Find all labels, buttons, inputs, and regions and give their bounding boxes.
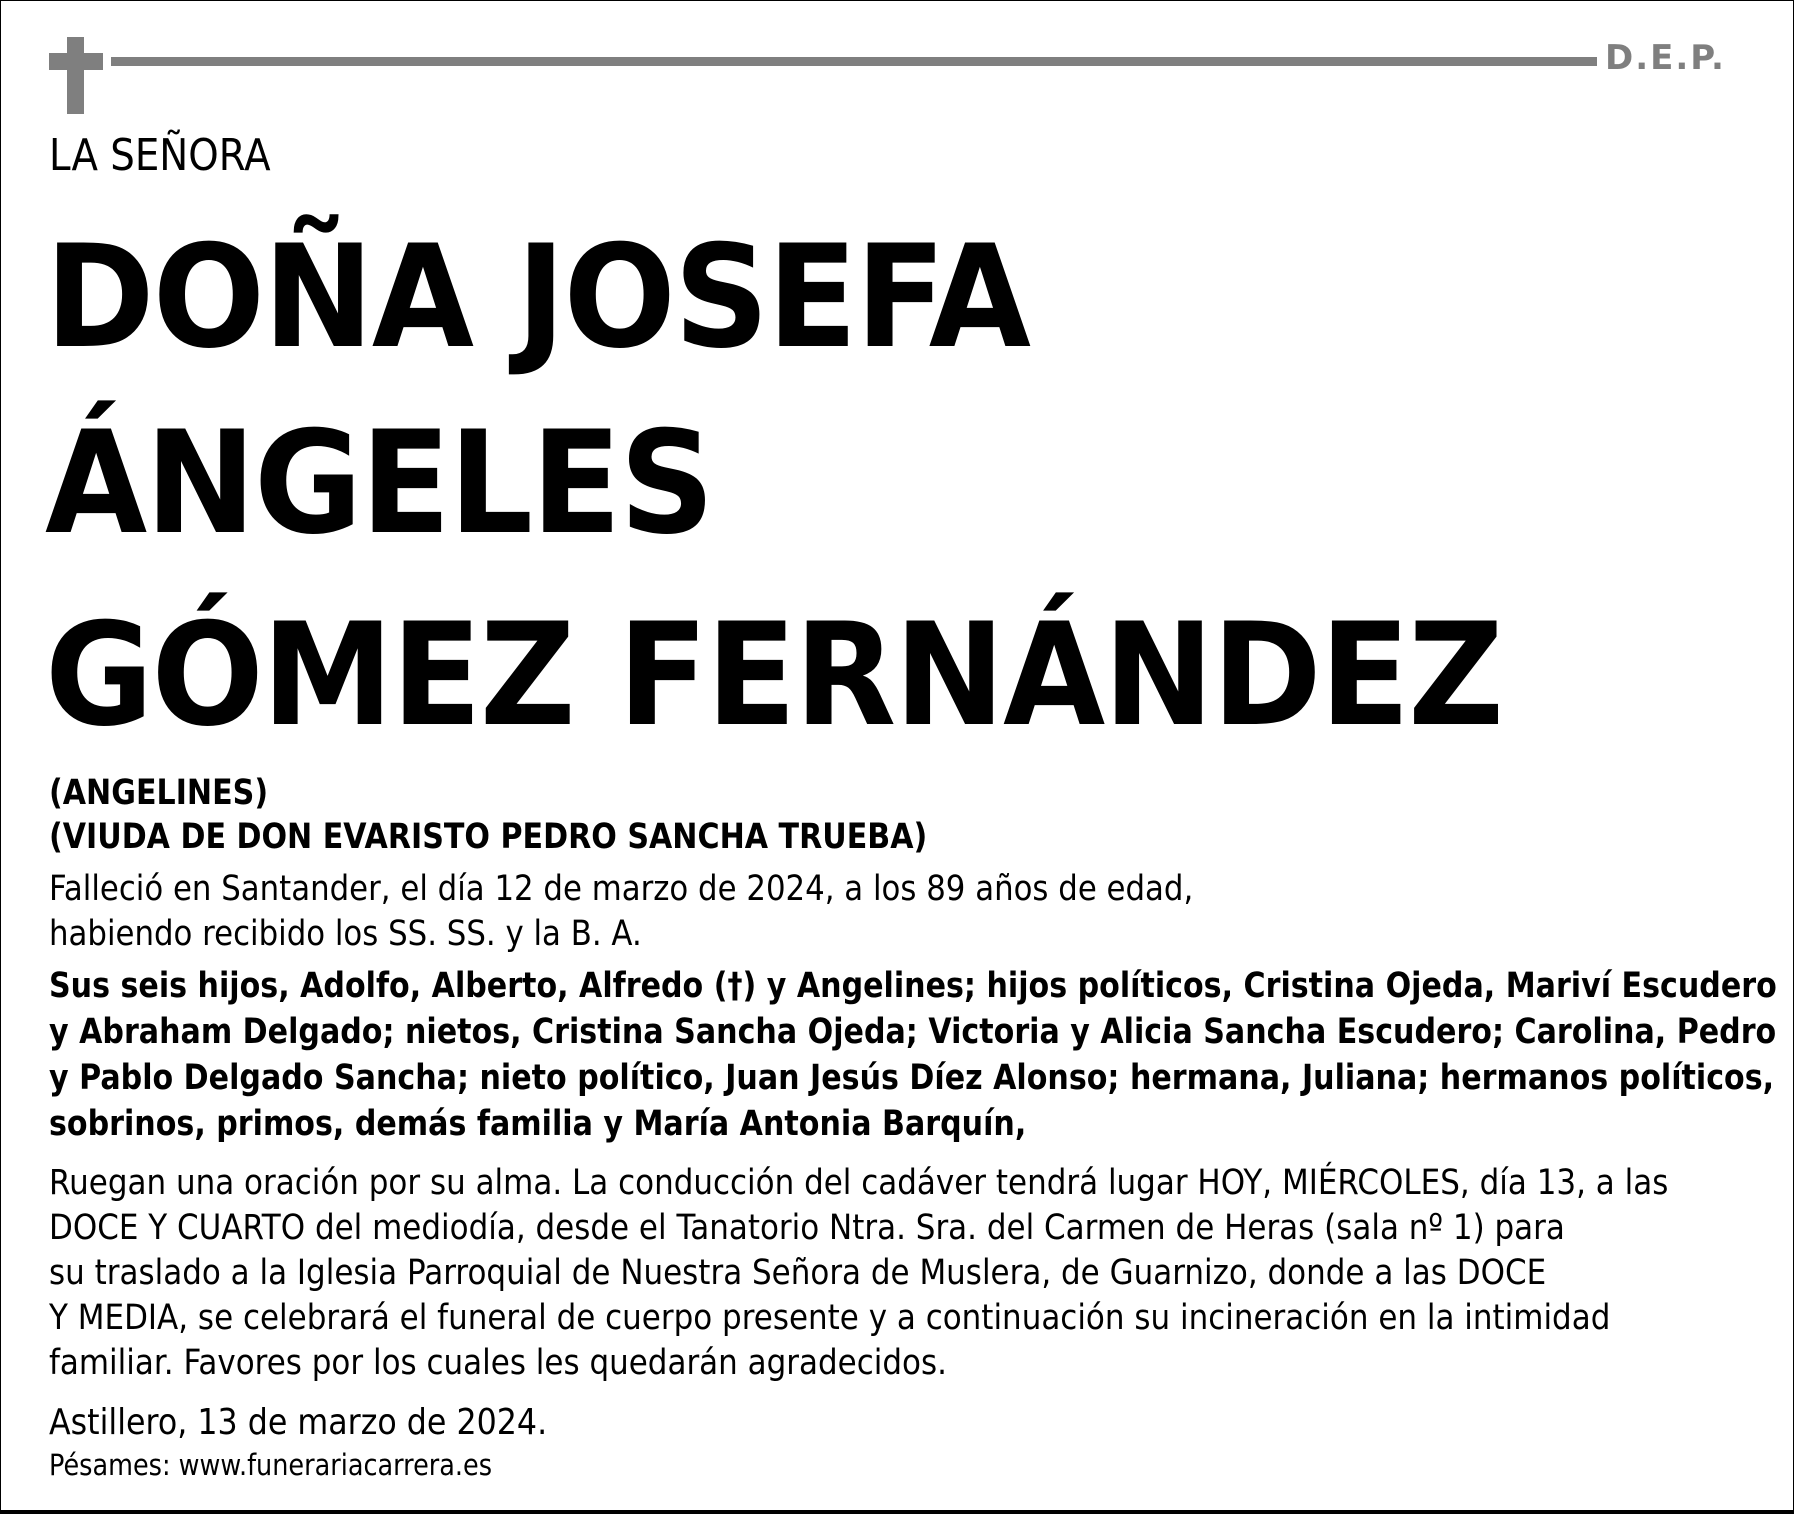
cross-icon [67, 37, 84, 114]
funeral-line: familiar. Favores por los cuales les quedarán agradecidos. [49, 1343, 947, 1383]
funeral-line: Y MEDIA, se celebrará el funeral de cuerpo presente y a continuación su incineración en la intimidad [49, 1298, 1611, 1338]
cross-icon-bar [49, 53, 103, 70]
funeral-line: DOCE Y CUARTO del mediodía, desde el Tanatorio Ntra. Sra. del Carmen de Heras (sala nº 1) para [49, 1208, 1565, 1248]
condolences-link[interactable]: Pésames: www.funerariacarrera.es [49, 1448, 493, 1482]
header-rule [111, 57, 1597, 66]
nickname: (ANGELINES) [49, 773, 269, 813]
death-notice [49, 867, 1193, 957]
name-line-3: GÓMEZ FERNÁNDEZ [45, 593, 1503, 758]
widow-of: (VIUDA DE DON EVARISTO PEDRO SANCHA TRUEBA) [49, 817, 928, 857]
family-line: y Abraham Delgado; nietos, Cristina Sancha Ojeda; Victoria y Alicia Sancha Escudero; Carolina, Pedro [49, 1012, 1777, 1052]
family-line: y Pablo Delgado Sancha; nieto político, Juan Jesús Díez Alonso; hermana, Juliana; hermanos políticos, [49, 1058, 1775, 1098]
funeral-details [49, 1161, 1668, 1386]
death-notice-line: Falleció en Santander, el día 12 de marzo de 2024, a los 89 años de edad, [49, 869, 1194, 909]
name-line-1: DOÑA JOSEFA [45, 215, 1030, 380]
death-notice-line: habiendo recibido los SS. SS. y la B. A. [49, 914, 642, 954]
dep-label: D.E.P. [1605, 38, 1726, 78]
place-date: Astillero, 13 de marzo de 2024. [49, 1402, 548, 1443]
family-line: Sus seis hijos, Adolfo, Alberto, Alfredo (†) y Angelines; hijos políticos, Cristina Ojeda, Mariví Escudero [49, 966, 1777, 1006]
honorific: LA SEÑORA [49, 130, 271, 181]
family-list [49, 963, 1777, 1147]
funeral-line: Ruegan una oración por su alma. La conducción del cadáver tendrá lugar HOY, MIÉRCOLES, día 13, a las [49, 1163, 1669, 1203]
name-line-2: ÁNGELES [45, 401, 713, 566]
funeral-line: su traslado a la Iglesia Parroquial de Nuestra Señora de Muslera, de Guarnizo, donde a las DOCE [49, 1253, 1547, 1293]
family-line: sobrinos, primos, demás familia y María Antonia Barquín, [49, 1104, 1027, 1144]
